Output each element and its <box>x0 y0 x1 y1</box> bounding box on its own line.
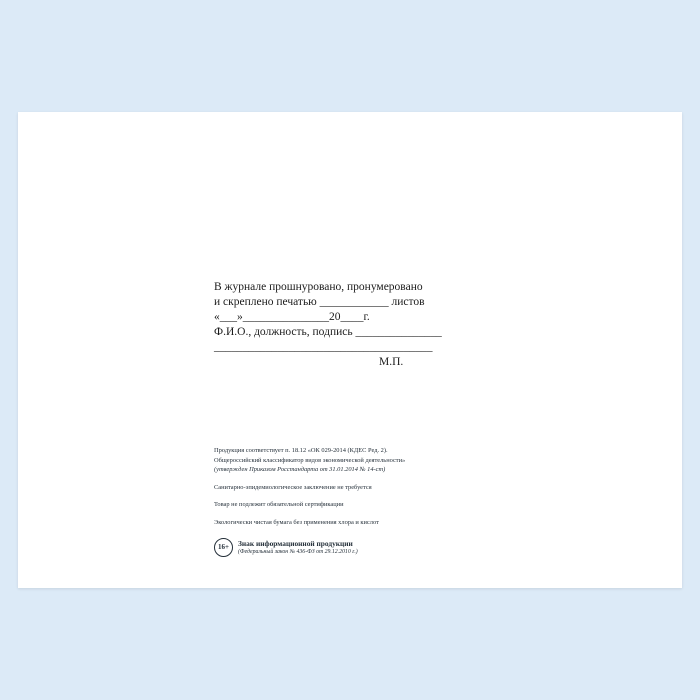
age-rating-text <box>238 537 358 556</box>
age-rating-icon: 16+ <box>214 538 233 557</box>
document-page <box>18 112 682 588</box>
cert-line-3: «___»_______________20____г. <box>214 311 370 323</box>
legal-spacer-1 <box>214 475 514 483</box>
legal-spacer-2 <box>214 492 514 500</box>
legal-line-5: Товар не подлежит обязательной сертификации <box>214 501 344 509</box>
legal-line-3: (утвержден Приказом Росстандарта от 31.01.2014 № 14-ст) <box>214 466 386 474</box>
legal-block <box>214 446 514 557</box>
cert-line-4: Ф.И.О., должность, подпись _______________ <box>214 326 442 338</box>
page-content-area <box>18 112 682 588</box>
cert-line-2: и скреплено печатью ____________ листов <box>214 296 425 308</box>
cert-line-5: ______________________________________ <box>214 341 433 353</box>
legal-line-1: Продукция соответствует п. 18.12 «ОК 029-2014 (КДЕС Ред. 2). <box>214 447 388 454</box>
age-rating-row <box>214 537 514 557</box>
legal-spacer-3 <box>214 510 514 518</box>
stamp-place-label: М.П. <box>379 356 404 368</box>
certification-block <box>214 280 494 355</box>
cert-line-1: В журнале прошнуровано, пронумеровано <box>214 281 423 293</box>
age-rating-subtitle: (Федеральный закон № 436-ФЗ от 29.12.2010 г.) <box>238 548 358 555</box>
legal-line-2: Общероссийский классификатор видов экономической деятельности» <box>214 456 406 464</box>
legal-line-6: Экологически чистая бумага без применения хлора и кислот <box>214 518 379 526</box>
legal-line-4: Санитарно-эпидемиологическое заключение не требуется <box>214 483 372 491</box>
age-rating-title: Знак информационной продукции <box>238 538 353 548</box>
